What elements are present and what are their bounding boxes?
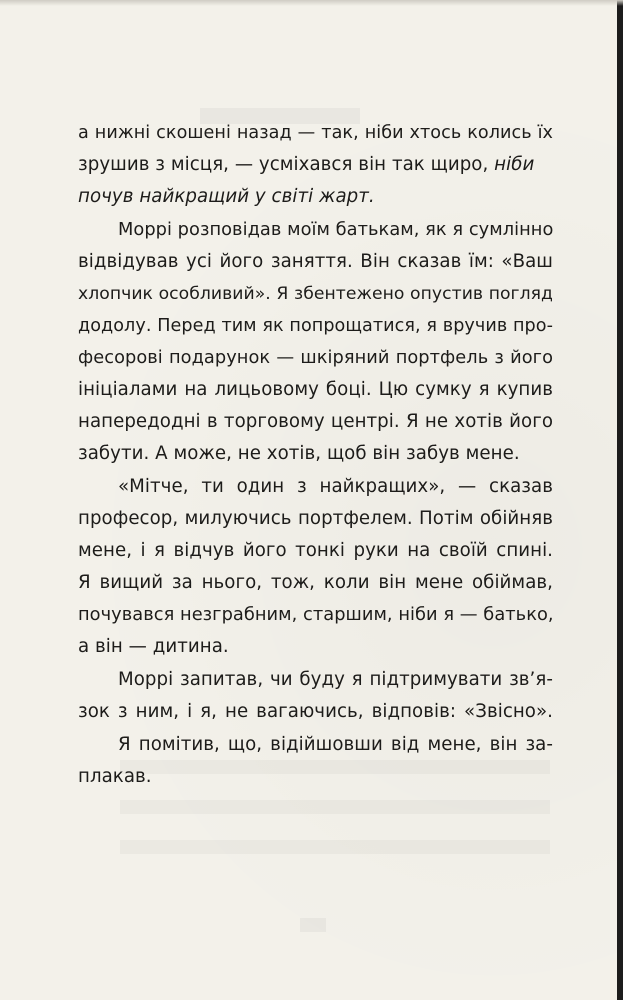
show-through-shadow [120, 840, 550, 854]
text-line: Моррі розповідав моїм батькам, як я сумлінно [118, 219, 554, 240]
text-segment: зрушив з місця, — усміхався він так щиро, [78, 154, 489, 175]
text-line: забути. А може, не хотів, щоб він забув мене. [78, 443, 520, 464]
text-line: Моррі запитав, чи буду я підтримувати зв’я- [118, 669, 553, 690]
text-segment-italic: ніби [494, 154, 535, 175]
text-line: професор, милуючись портфелем. Потім обійняв [78, 508, 553, 529]
text-line-italic: почув найкращий у світі жарт. [78, 186, 375, 207]
text-line: ініціалами на лицьовому боці. Цю сумку я купив [78, 379, 553, 400]
text-line: відвідував усі його заняття. Він сказав їм: «Ваш [78, 251, 553, 272]
text-line: мене, і я відчув його тонкі руки на своїй спині. [78, 540, 553, 561]
text-line: напередодні в торговому центрі. Я не хотів його [78, 411, 553, 432]
text-line: плакав. [78, 766, 152, 787]
text-line: «Мітче, ти один з найкращих», — сказав [118, 476, 553, 497]
text-line: Я вищий за нього, тож, коли він мене обіймав, [78, 572, 553, 593]
text-line: зок з ним, і я, не вагаючись, відповів: «Звісно». [78, 701, 553, 722]
page-top-edge [0, 0, 623, 6]
text-line: почувався незграбним, старшим, ніби я — батько, [78, 604, 554, 625]
text-line: а він — дитина. [78, 636, 229, 657]
text-line: Я помітив, що, відійшовши від мене, він за- [118, 734, 553, 755]
text-line [78, 150, 553, 180]
text-line: а нижні скошені назад — так, ніби хтось колись їх [78, 123, 553, 143]
text-line: додолу. Перед тим як попрощатися, я вручив про- [78, 316, 553, 336]
text-line: фесорові подарунок — шкіряний портфель з його [78, 347, 553, 368]
show-through-shadow [300, 918, 326, 932]
text-line: хлопчик особливий». Я збентежено опустив погляд [78, 284, 553, 304]
show-through-shadow [120, 800, 550, 814]
